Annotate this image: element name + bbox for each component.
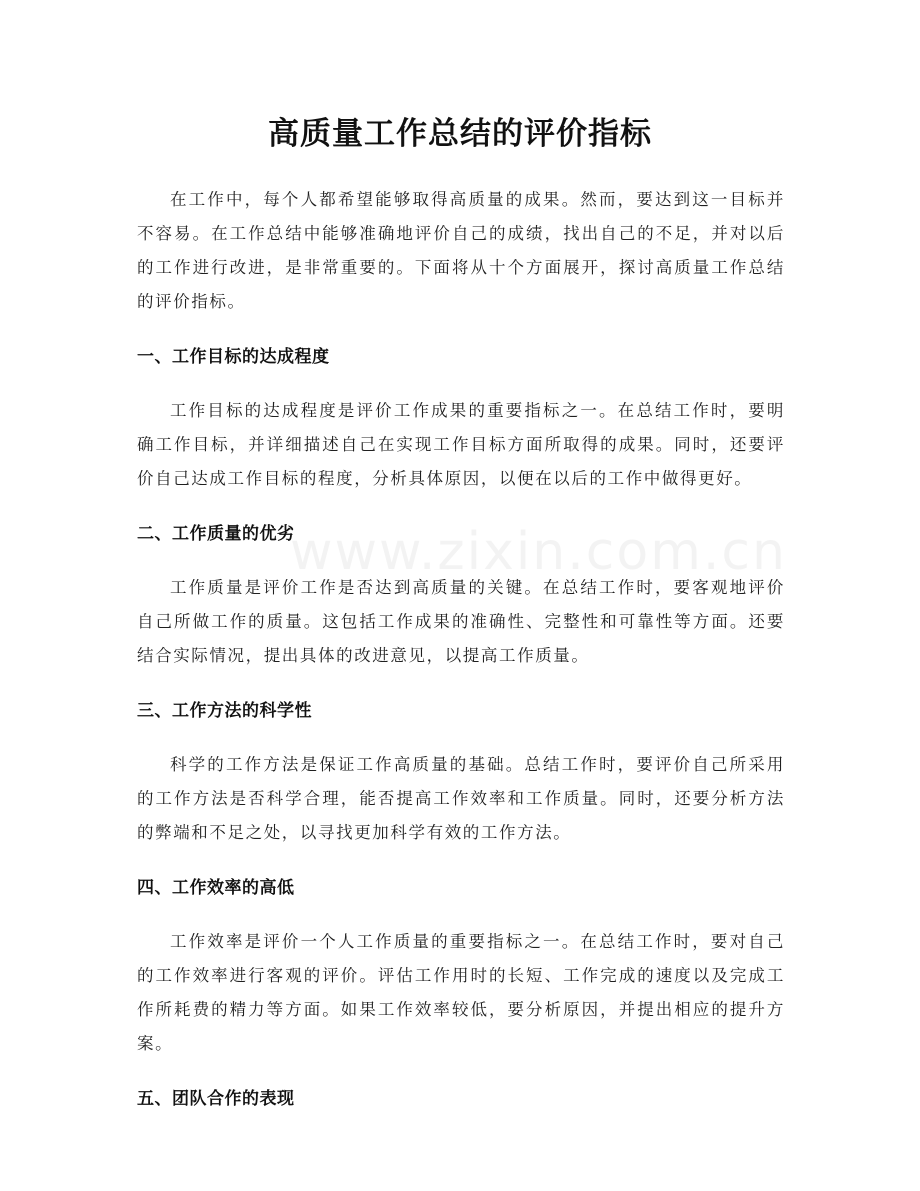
intro-paragraph: 在工作中，每个人都希望能够取得高质量的成果。然而，要达到这一目标并不容易。在工作总结中能够准确地评价自己的成绩，找出自己的不足，并对以后的工作进行改进，是非常重要的。下面将从十个方面展开，探讨高质量工作总结的评价指标。 bbox=[137, 190, 785, 311]
section-heading-1: 一、工作目标的达成程度 bbox=[137, 347, 330, 367]
section-heading-2: 二、工作质量的优劣 bbox=[137, 524, 295, 544]
document-body bbox=[137, 183, 785, 1116]
section-paragraph-3: 科学的工作方法是保证工作高质量的基础。总结工作时，要评价自己所采用的工作方法是否科学合理，能否提高工作效率和工作质量。同时，还要分析方法的弊端和不足之处，以寻找更加科学有效的工作方法。 bbox=[137, 755, 785, 842]
watermark: www.zixin.com.cn bbox=[290, 522, 787, 582]
section-paragraph-4: 工作效率是评价一个人工作质量的重要指标之一。在总结工作时，要对自己的工作效率进行客观的评价。评估工作用时的长短、工作完成的速度以及完成工作所耗费的精力等方面。如果工作效率较低，要分析原因，并提出相应的提升方案。 bbox=[137, 932, 785, 1053]
section-paragraph-1: 工作目标的达成程度是评价工作成果的重要指标之一。在总结工作时，要明确工作目标，并详细描述自己在实现工作目标方面所取得的成果。同时，还要评价自己达成工作目标的程度，分析具体原因，以便在以后的工作中做得更好。 bbox=[137, 401, 785, 488]
document-title: 高质量工作总结的评价指标 bbox=[268, 116, 652, 152]
section-paragraph-2: 工作质量是评价工作是否达到高质量的关键。在总结工作时，要客观地评价自己所做工作的质量。这包括工作成果的准确性、完整性和可靠性等方面。还要结合实际情况，提出具体的改进意见，以提高工作质量。 bbox=[137, 578, 785, 665]
section-heading-5: 五、团队合作的表现 bbox=[137, 1089, 295, 1109]
section-heading-3: 三、工作方法的科学性 bbox=[137, 701, 312, 721]
section-heading-4: 四、工作效率的高低 bbox=[137, 878, 295, 898]
